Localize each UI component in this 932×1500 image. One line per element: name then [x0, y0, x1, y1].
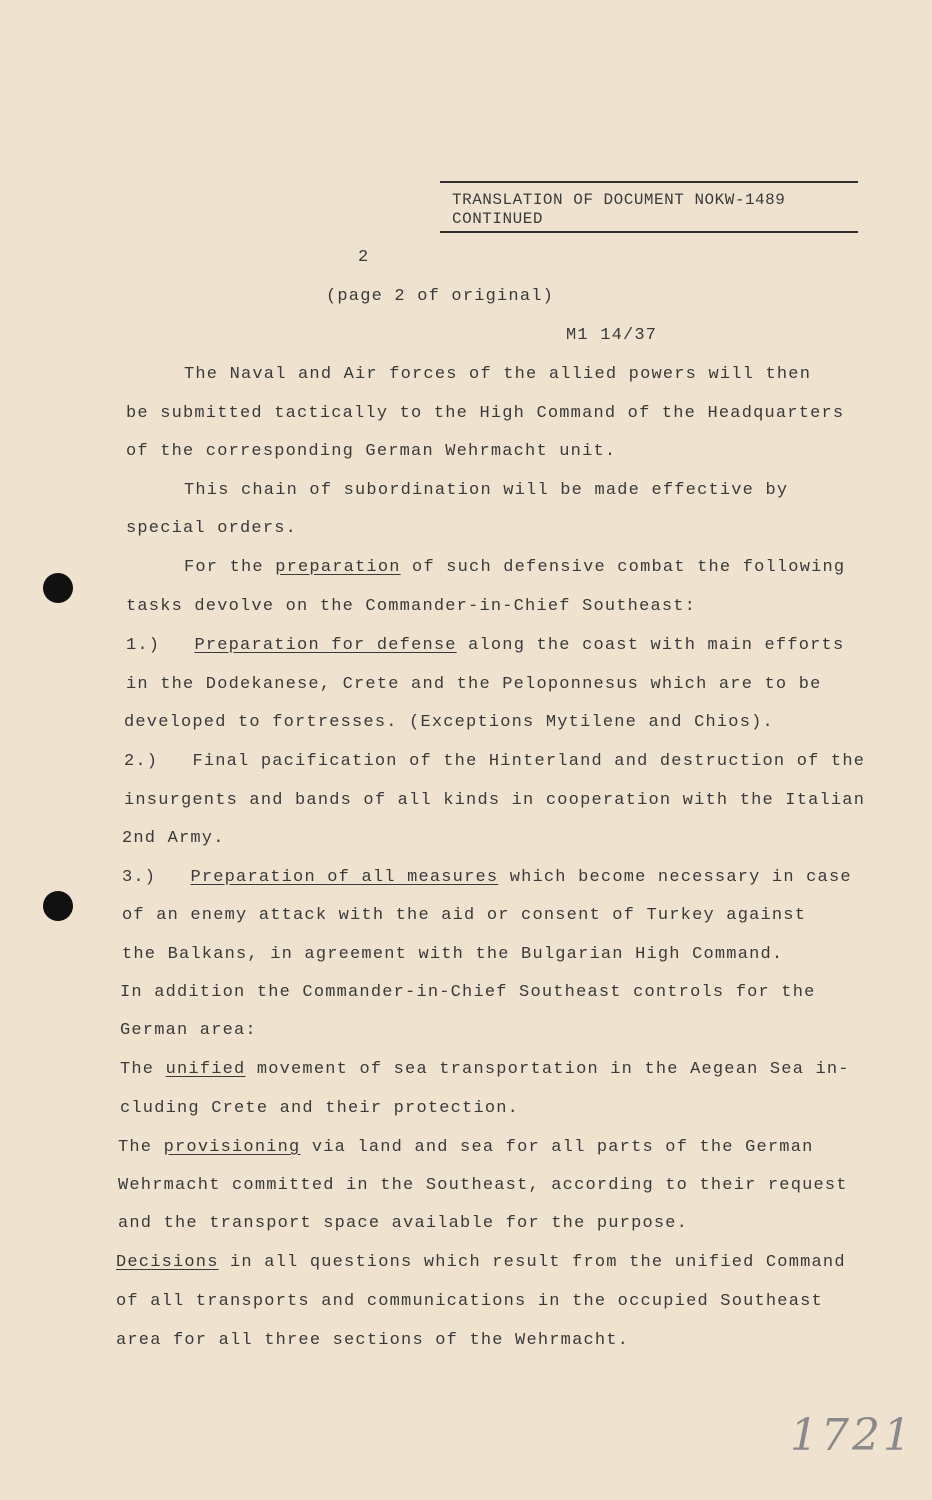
- body-line: insurgents and bands of all kinds in cooperation with the Italian: [124, 791, 866, 810]
- body-line: In addition the Commander-in-Chief Southeast controls for the: [120, 983, 816, 1002]
- text-span: movement of sea transportation in the Aegean Sea in-: [245, 1060, 850, 1079]
- text-span: which become necessary in case: [498, 868, 852, 887]
- item-number: 1.): [126, 636, 161, 655]
- underlined-term: Decisions: [116, 1253, 219, 1272]
- body-line: German area:: [120, 1021, 257, 1040]
- underlined-term: preparation: [275, 558, 401, 577]
- underlined-term: Preparation of all measures: [190, 868, 499, 887]
- handwritten-number: 1721: [790, 1410, 914, 1461]
- body-line: [120, 1060, 850, 1079]
- body-line: special orders.: [126, 519, 298, 538]
- body-line: area for all three sections of the Wehrmacht.: [116, 1331, 630, 1350]
- item-number: 3.): [122, 868, 157, 887]
- punch-hole: [43, 573, 73, 603]
- punch-hole: [43, 891, 73, 921]
- body-line: and the transport space available for the purpose.: [118, 1214, 689, 1233]
- body-line: The Naval and Air forces of the allied powers will then: [184, 365, 812, 384]
- page-note: (page 2 of original): [326, 287, 555, 306]
- body-line: in the Dodekanese, Crete and the Peloponnesus which are to be: [126, 675, 822, 694]
- list-item-2: [124, 752, 865, 771]
- item-number: 2.): [124, 752, 159, 771]
- text-span: along the coast with main efforts: [456, 636, 845, 655]
- body-line: cluding Crete and their protection.: [120, 1099, 520, 1118]
- text-span: via land and sea for all parts of the German: [300, 1138, 814, 1157]
- underlined-term: provisioning: [163, 1138, 301, 1157]
- reference-number: M1 14/37: [566, 326, 658, 345]
- body-line: [118, 1138, 814, 1157]
- text-span: Final pacification of the Hinterland and destruction of the: [192, 752, 866, 771]
- list-item-1: [126, 636, 844, 655]
- body-line: of the corresponding German Wehrmacht unit.: [126, 442, 617, 461]
- text-span: of such defensive combat the following: [400, 558, 846, 577]
- body-line: [116, 1253, 846, 1272]
- body-line: of all transports and communications in the occupied Southeast: [116, 1292, 823, 1311]
- body-line: tasks devolve on the Commander-in-Chief Southeast:: [126, 597, 697, 616]
- body-line: This chain of subordination will be made effective by: [184, 481, 789, 500]
- text-span: in all questions which result from the unified Command: [218, 1253, 846, 1272]
- underlined-term: unified: [165, 1060, 246, 1079]
- page-number: 2: [358, 248, 370, 267]
- text-span: The: [120, 1060, 166, 1079]
- body-line: developed to fortresses. (Exceptions Mytilene and Chios).: [124, 713, 774, 732]
- translation-header: [440, 181, 858, 233]
- header-continued: CONTINUED: [452, 210, 543, 228]
- text-span: For the: [184, 558, 276, 577]
- body-line: the Balkans, in agreement with the Bulgarian High Command.: [122, 945, 784, 964]
- text-span: The: [118, 1138, 164, 1157]
- body-line: [184, 558, 845, 577]
- underlined-term: Preparation for defense: [194, 636, 457, 655]
- body-line: of an enemy attack with the aid or consent of Turkey against: [122, 906, 807, 925]
- header-title: TRANSLATION OF DOCUMENT NOKW-1489: [452, 191, 786, 209]
- body-line: be submitted tactically to the High Command of the Headquarters: [126, 404, 845, 423]
- list-item-3: [122, 868, 852, 887]
- body-line: 2nd Army.: [122, 829, 225, 848]
- body-line: Wehrmacht committed in the Southeast, according to their request: [118, 1176, 848, 1195]
